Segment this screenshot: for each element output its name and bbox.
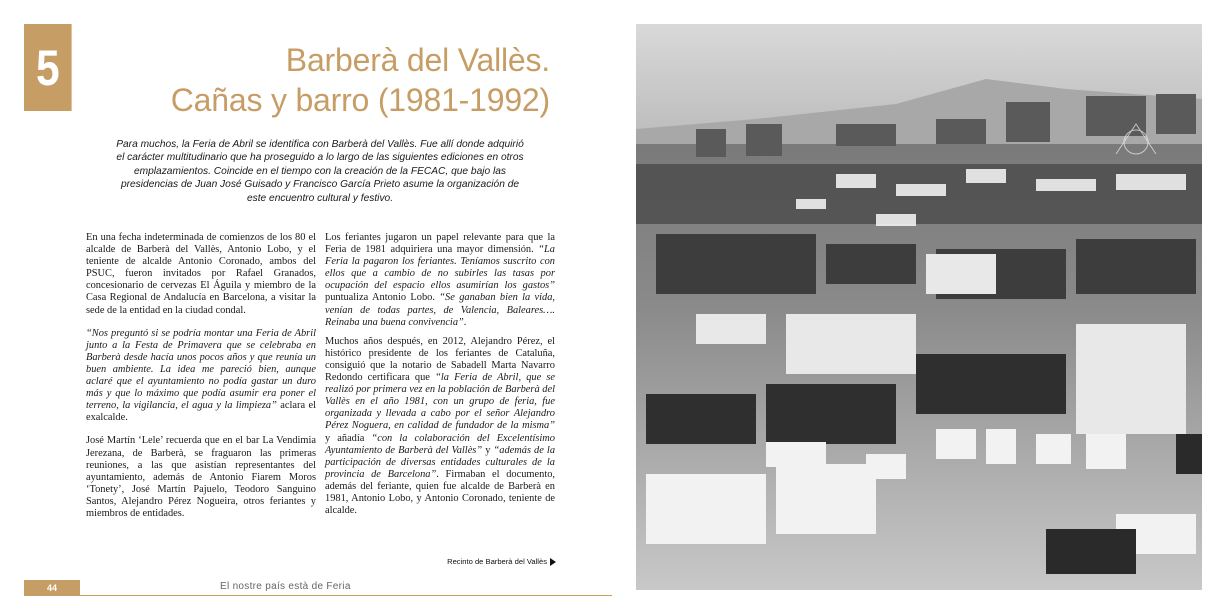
page-title bbox=[90, 40, 550, 120]
text: y añadía bbox=[325, 432, 372, 444]
text-column-2 bbox=[325, 232, 555, 528]
quote: “La Feria la pagaron los feriantes. Teníamos suscrito con ellos que a cambio de no subirles las tasas por ocupación del espacio ellos asumirían los gastos” bbox=[325, 244, 555, 292]
text: . bbox=[463, 316, 467, 328]
footer-book-title: El nostre país està de Feria bbox=[220, 581, 351, 592]
title-line-2: Cañas y barro (1981-1992) bbox=[170, 82, 550, 118]
text: . Firmaban el documento, además del feriante, quien fue alcalde de Barberà en 1981, Antonio Lobo, y Antonio Coronado, teniente de alcalde. bbox=[325, 468, 555, 517]
text: y bbox=[482, 444, 494, 456]
text: Muchos años después, en 2012, Alejandro Pérez, el histórico presidente de los feriantes de Cataluña, consiguió que la notario de Sabadell Marta Navarro Redondo certificara que bbox=[325, 335, 555, 384]
text: Los feriantes jugaron un papel relevante para que la Feria de 1981 adquiriera una mayor dimensión. bbox=[325, 232, 555, 256]
text-column-1 bbox=[86, 232, 316, 531]
paragraph: En una fecha indeterminada de comienzos de los 80 el alcalde de Barberà del Vallès, Antonio Lobo, y el teniente de alcalde Antonio Coronado, ambos del PSUC, fueron invitados por Rafael Granados, concesionario de cervezas El Águila y miembro de la Casa Regional de Andalucía en Barcelona, a visitar la sede de la entidad en la ciudad condal. bbox=[86, 232, 316, 316]
right-page bbox=[612, 0, 1224, 613]
photo-caption bbox=[430, 557, 556, 566]
fairground-photo-icon bbox=[636, 24, 1202, 590]
title-line-1: Barberà del Vallès. bbox=[285, 42, 550, 78]
page-number: 44 bbox=[24, 580, 80, 596]
text: aclara el exalcalde. bbox=[86, 400, 316, 424]
intro-paragraph: Para muchos, la Feria de Abril se identifica con Barberà del Vallès. Fue allí donde adquirió el carácter multitudinario que ha proseguido a lo largo de las siguientes ediciones en otros emplazamientos. Coincide en el tiempo con la creación de la FECAC, que bajo las presidencias de Juan José Guisado y Francisco García Prieto asume la organización de este encuentro cultural y festivo. bbox=[116, 139, 524, 204]
quote: “con la colaboración del Excelentísimo Ayuntamiento de Barberà del Vallès” bbox=[325, 432, 555, 456]
footer-rule bbox=[80, 595, 612, 596]
quote: “Se ganaban bien la vida, venían de todas partes, de Valencia, Baleares…. Reinaba una buena convivencia” bbox=[325, 292, 555, 328]
paragraph bbox=[86, 328, 316, 425]
text: puntualiza Antonio Lobo. bbox=[325, 292, 440, 304]
quote: “Nos preguntó si se podría montar una Feria de Abril junto a la Festa de Primavera que se celebraba en Barberà desde hacía unos pocos años y que reunía un buen ambiente. La idea me pareció bien, aunque aclaré que el ayuntamiento no podía gastar un duro más y que lo máximo que podía asumir era poner el terreno, la vigilancia, el agua y la limpieza” bbox=[86, 327, 316, 412]
paragraph bbox=[325, 336, 555, 517]
fairground-photo bbox=[636, 24, 1202, 590]
paragraph: José Martín ‘Lele’ recuerda que en el bar La Vendimia Jerezana, de Barberà, se fraguaron las primeras reuniones, a las que asistían representantes del ayuntamiento, además de Antonio Fiarem Moros ‘Tonety’, José Martín Pajuelo, Teodoro Sanguino Santos, Alejandro Pérez Nogueira, otros feriantes y miembros de entidades. bbox=[86, 435, 316, 519]
chapter-number: 5 bbox=[24, 24, 72, 111]
quote: “además de la participación de diversas entidades culturales de la provincia de Barcelona” bbox=[325, 444, 556, 480]
caption-text: Recinto de Barberà del Vallès bbox=[447, 557, 547, 566]
quote: “la Feria de Abril, que se realizó por primera vez en la población de Barberà del Vallès en el año 1981, con un grupo de feria, fue organizada y llevada a cabo por el señor Alejandro Pérez Noguera, en calidad de fundador de la misma” bbox=[325, 372, 556, 432]
triangle-right-icon bbox=[550, 558, 556, 566]
paragraph bbox=[325, 232, 555, 329]
